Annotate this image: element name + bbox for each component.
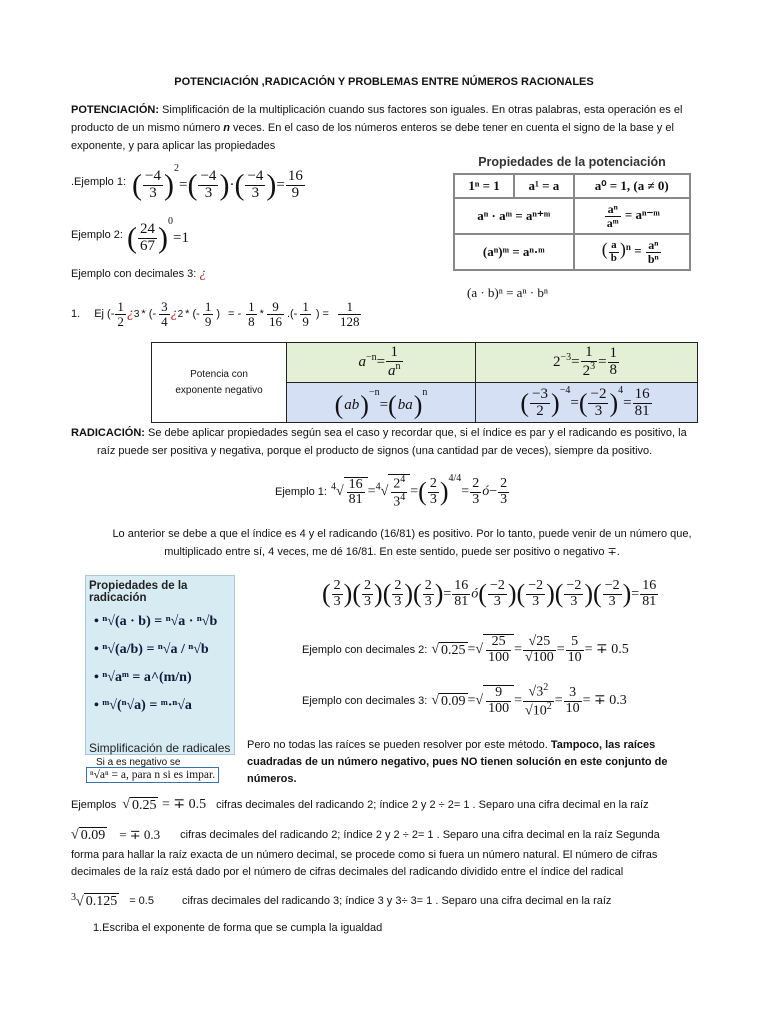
radical-explanation <box>0 525 768 561</box>
potenciacion-label: POTENCIACIÓN: <box>71 104 159 116</box>
exponent-fraction: 4/4 <box>448 473 462 485</box>
numerator: a <box>344 396 352 413</box>
numerator: 16 <box>642 577 657 593</box>
numerator: aⁿ <box>646 239 661 253</box>
result: = ∓ 0.3 <box>582 693 627 709</box>
denominator: 81 <box>454 593 469 609</box>
text: ) <box>216 308 220 320</box>
text: 100 <box>532 649 554 665</box>
table-cell: (ab)$^{-n}$=(ba)$^n$ <box>287 383 476 423</box>
radicacion-label: RADICACIÓN: <box>71 427 145 439</box>
negative-exponent-table <box>151 342 698 423</box>
radical-property: ᵐ√(ⁿ√a) = ᵐ·ⁿ√a <box>102 698 192 713</box>
numerator: 1 <box>609 345 618 362</box>
radical-example-1: Ejemplo 1: $^4$√ $\frac{16}{81}$ =$^4$√ $\frac{2^4}{3^4}$ =( $\frac{2}{3}$ )$^{4/4}$= $\frac{2}{3}$ ó− $\frac{2}{3}$ <box>275 473 508 510</box>
table-cell: a⁰ = 1, (a ≠ 0) <box>574 174 690 198</box>
table-cell: $2^{-3}=$ $\frac{1}{2^3}$ = $\frac{1}{8}$ <box>476 343 698 383</box>
denominator: 128 <box>339 313 360 329</box>
numerator: 1 <box>338 300 362 315</box>
exponent: 2 <box>174 162 179 174</box>
numerator: 2 <box>472 476 480 492</box>
example-2: Ejemplo 2: ( $\frac{24}{67}$ )$^0$=1 <box>71 215 189 255</box>
text: ó <box>482 484 490 500</box>
numerator: 9 <box>486 686 511 702</box>
denominator: 3 <box>394 593 402 609</box>
denominator: 3 <box>251 184 260 201</box>
examples-line-1: Ejemplos √ 0.25 = ∓ 0.5 cifras decimales del radicando 2; índice 2 y 2 ÷ 2= 1 . Separo una cifra decimal en la raíz <box>71 797 649 813</box>
text: 10 <box>532 703 547 719</box>
denominator: 3 <box>500 491 508 507</box>
table-cell: a¹ = a <box>514 174 573 198</box>
decimal-example-2: Ejemplo con decimales 2: √ 0.25 =√ $\frac{25}{100}$ = $\frac{√25}{√100}$ = $\frac{5}{10}$ = ∓ 0.5 <box>302 633 629 665</box>
text: 3 <box>393 494 401 510</box>
radical-index: 4 <box>375 481 381 493</box>
numerator: 1 <box>117 298 124 314</box>
denominator: 16 <box>268 313 282 329</box>
figure-title: Propiedades de la potenciación <box>478 155 666 169</box>
fourth-power-product: ( $\frac{2}{3}$ )( $\frac{2}{3}$ )( $\frac{2}{3}$ )( $\frac{2}{3}$ )= $\frac{16}{81}$ ó( $\frac{-2}{3}$ )( $\frac{-2}{3}$ )( $\frac{-2}{3}$ )( $\frac{-2}{3}$ )= $\frac{16}{81}$ <box>322 577 657 609</box>
numerator: −2 <box>590 386 607 403</box>
text: 4 <box>456 473 462 485</box>
exponent: n <box>395 361 401 372</box>
numerator: 2 <box>424 577 432 593</box>
result: 1 <box>181 229 189 246</box>
exercise-statement: 1.Escriba el exponente de forma que se cumpla la igualdad <box>93 922 383 934</box>
denominator: 3 <box>608 593 616 609</box>
numerator: b <box>397 396 406 413</box>
denominator: 81 <box>642 593 657 609</box>
example-label: Ejemplo con decimales 2: <box>302 644 428 656</box>
table-cell <box>574 198 690 234</box>
numerator: aⁿ <box>605 203 621 217</box>
table-cell: ( $\frac{a}{b}$ )$^n$ = $\frac{\text{aⁿ}}{\text{bⁿ}}$ <box>574 234 690 270</box>
numerator: 2 <box>429 476 437 492</box>
exponent: 3 <box>590 361 596 372</box>
text: * <box>259 308 264 320</box>
text: Ej (- <box>94 308 115 320</box>
numerator: 1 <box>386 345 403 362</box>
numerator: −2 <box>566 577 582 593</box>
numerator: 3 <box>161 298 168 314</box>
text: forma para hallar la raíz exacta de un número decimal, se procede como si fuera un número natural. El número de cifras <box>71 849 658 861</box>
numerator: −3 <box>532 386 549 403</box>
numerator: 16 <box>348 476 363 492</box>
exponent: 4 <box>400 473 406 485</box>
result: = ∓ 0.5 <box>584 642 629 658</box>
table-cell: ( $\frac{-3}{2}$ )$^{-4}$=( $\frac{-2}{3}$ )$^4$= $\frac{16}{81}$ <box>476 383 698 423</box>
negative-radicand-note <box>247 737 697 788</box>
numerator: 16 <box>454 577 469 593</box>
text: .(- <box>286 308 298 320</box>
numerator: 24 <box>139 220 155 237</box>
numerator: −4 <box>200 167 217 184</box>
exponent: −4 <box>559 385 571 397</box>
text: cifras decimales del radicando 2; índice 2 y 2 ÷ 2= 1 . Separo una cifra decimal en la raíz <box>216 799 649 811</box>
exponent: −n <box>365 351 377 363</box>
text: cifras decimales del radicando 2; índice 2 y 2 ÷ 2= 1 . Separo una cifra decimal en la raíz Segunda <box>180 829 660 841</box>
text: 25 <box>536 633 551 649</box>
text: ó <box>471 586 479 602</box>
denominator: 3 <box>364 593 372 609</box>
numerator: 2 <box>394 577 402 593</box>
text: = - <box>228 308 242 320</box>
denominator: 3 <box>532 593 540 609</box>
text: raíz puede ser positiva y negativa, porque el producto de signos (una cantidad par de veces), siempre da positivo. <box>97 445 653 457</box>
radicand: 0.25 <box>131 797 157 813</box>
decimal-example-3: Ejemplo con decimales 3: √ 0.09 =√ $\frac{9}{100}$ = $\frac{√3^2}{√10^2}$ = $\frac{3}{10}$ = ∓ 0.3 <box>302 682 627 719</box>
exponent: n <box>422 386 428 398</box>
item-number: 1. <box>71 308 81 320</box>
example-label: Ejemplo 1: <box>275 486 327 498</box>
text: Lo anterior se debe a que el índice es 4 y el radicando (16/81) es positivo. Por lo tanto, puede venir de un número que, <box>112 528 692 540</box>
numerator: 16 <box>287 167 303 184</box>
radical-property: ⁿ√(a/b) = ⁿ√a / ⁿ√b <box>102 642 209 657</box>
text: veces. En el caso de los números enteros se debe tener en cuenta el signo de la base y el <box>229 122 674 134</box>
denominator: bⁿ <box>647 251 659 266</box>
table-cell: 1ⁿ = 1 <box>454 174 514 198</box>
unknown-glyph: ¿ <box>199 266 207 281</box>
radical-properties-figure: Propiedades de la radicación • ⁿ√(a · b) = ⁿ√a · ⁿ√b • ⁿ√(a/b) = ⁿ√a / ⁿ√b • ⁿ√aᵐ = a^(m/n) • ᵐ√(ⁿ√a) = ᵐ·ⁿ√a <box>85 575 235 755</box>
denominator: 9 <box>291 184 300 201</box>
text: exponente negativo <box>175 384 263 396</box>
numerator: 2 <box>333 577 341 593</box>
denominator: 3 <box>429 491 437 507</box>
numerator: 3 <box>564 686 582 702</box>
numerator: 25 <box>486 635 511 651</box>
example-1: .Ejemplo 1: ( $\frac{-4}{3}$ )$^2$=( $\frac{-4}{3}$ )·( $\frac{-4}{3}$ )= $\frac{16}{9}$ <box>71 162 303 202</box>
denominator: 3 <box>493 593 501 609</box>
denominator: 3 <box>333 593 341 609</box>
radicand: 0.125 <box>85 894 118 910</box>
numerator: 9 <box>267 300 284 315</box>
exponent: 2 <box>177 308 184 320</box>
result: = ∓ 0.3 <box>119 827 161 842</box>
potenciacion-paragraph <box>71 101 711 155</box>
denominator: 81 <box>634 403 650 420</box>
example-label: Ejemplo con decimales 3: <box>302 695 428 707</box>
denominator: 2 <box>117 313 124 329</box>
table-cell: aⁿ · aᵐ = aⁿ⁺ᵐ <box>454 198 574 234</box>
denominator: 2 <box>582 363 591 379</box>
denominator: 9 <box>204 313 212 329</box>
product-power-rule: (a · b)ⁿ = aⁿ · bⁿ <box>467 285 548 300</box>
denominator: 3 <box>570 593 578 609</box>
exponent: 4 <box>618 385 624 397</box>
text: Pero no todas las raíces se pueden resolver por este método. <box>247 739 551 751</box>
exponent: −3 <box>560 351 572 363</box>
numerator: −4 <box>145 167 161 184</box>
denominator: 3 <box>204 184 213 201</box>
text: Se debe aplicar propiedades según sea el caso y recordar que, si el índice es par y el radicando es positivo, la <box>144 427 687 439</box>
text: producto de un mismo número <box>71 122 224 134</box>
text: Simplificación de la multiplicación cuando sus factores son iguales. En otras palabras, esta operación es el <box>159 104 683 116</box>
example-label: Ejemplo con decimales 3: <box>71 268 197 280</box>
text: cifras decimales del radicando 3; índice 3 y 3÷ 3= 1 . Separo una cifra decimal en la raíz <box>181 895 612 907</box>
table-label-cell <box>152 343 287 423</box>
text: * (- <box>141 308 157 320</box>
figure-footer: Simplificación de radicales <box>89 741 231 755</box>
radical-property: ⁿ√aᵐ = a^(m/n) <box>102 670 192 685</box>
denominator: 4 <box>161 313 168 329</box>
exponent: 3 <box>133 308 140 320</box>
base: 2 <box>552 353 561 370</box>
text: 3 <box>536 684 544 700</box>
denominator: aᵐ <box>606 215 619 230</box>
result: = 0.5 <box>129 895 154 907</box>
numerator: 1 <box>248 298 255 314</box>
denominator: 100 <box>488 701 510 716</box>
unknown-glyph: ¿ <box>126 306 134 321</box>
text: Potencia con <box>190 368 248 380</box>
numerator: 1 <box>302 298 309 314</box>
example-line-1 <box>71 296 362 332</box>
example-label: Ejemplo 2: <box>71 229 123 241</box>
examples-line-3: $^3$√ 0.125 = 0.5 cifras decimales del radicando 3; índice 3 y 3÷ 3= 1 . Separo una cifra decimal en la raíz <box>71 891 612 910</box>
numerator: 5 <box>566 635 584 651</box>
denominator: 3 <box>594 403 603 420</box>
result: = ∓ 0.5 <box>161 797 207 813</box>
radical-index: 3 <box>71 891 76 903</box>
figure-title: Propiedades de la radicación <box>89 580 188 604</box>
numerator: −2 <box>489 577 505 593</box>
table-cell: (aⁿ)ᵐ = aⁿ·ᵐ <box>454 234 574 270</box>
numerator: 2 <box>364 577 372 593</box>
denominator: 2 <box>536 403 544 420</box>
denominator: 3 <box>424 593 432 609</box>
denominator: a <box>388 363 396 379</box>
denominator: b <box>351 396 360 413</box>
examples-line-2: √ 0.09 = ∓ 0.3 cifras decimales del radicando 2; índice 2 y 2 ÷ 2= 1 . Separo una cifra decimal en la raíz Segunda <box>71 827 660 843</box>
denominator: 10 <box>565 700 580 716</box>
text: * (- <box>185 308 200 320</box>
denominator: a <box>405 396 413 413</box>
exponent: 0 <box>167 215 173 227</box>
text: − <box>489 484 498 500</box>
radicand: 0.09 <box>80 827 106 843</box>
denominator: 100 <box>488 650 510 665</box>
power-properties-figure <box>453 155 691 271</box>
denominator: 8 <box>248 313 255 329</box>
denominator: 67 <box>139 237 155 254</box>
numerator: 2 <box>500 476 508 492</box>
numerator: −2 <box>604 577 620 593</box>
numerator: 1 <box>204 298 212 314</box>
numerator: −2 <box>528 577 544 593</box>
examples-paragraph <box>71 847 721 881</box>
denominator: 9 <box>302 313 309 329</box>
example-label: .Ejemplo 1: <box>71 176 127 188</box>
denominator: 3 <box>149 184 157 201</box>
radical-property: ⁿ√(a · b) = ⁿ√a · ⁿ√b <box>102 614 218 629</box>
text: = aⁿ⁻ᵐ <box>624 206 660 222</box>
odd-index-note: Si a es negativo se <box>96 757 181 768</box>
text: multiplicado entre sí, 4 veces, me dé 16/81. En este sentido, puede ser positivo o negativo ∓. <box>164 546 620 558</box>
radical-index: 4 <box>330 481 336 493</box>
text: n <box>223 122 230 134</box>
denominator: 8 <box>609 362 618 378</box>
numerator: −4 <box>247 167 264 184</box>
text: Ejemplos <box>71 799 117 811</box>
denominator: 10 <box>567 649 582 665</box>
text: exponente, y para aplicar las propiedades <box>71 140 276 152</box>
denominator: 3 <box>472 491 480 507</box>
text: decimales de la raíz está dado por el número de cifras decimales del radicando dividido entre el índice del radical <box>71 866 624 878</box>
radicand: 0.25 <box>441 642 466 658</box>
page-title: POTENCIACIÓN ,RADICACIÓN Y PROBLEMAS ENTRE NÚMEROS RACIONALES <box>174 76 594 88</box>
base: a <box>358 353 366 370</box>
text: 2 <box>393 476 401 492</box>
power-properties-table <box>453 173 691 271</box>
table-cell: $a^{-n}=$ $\frac{1}{a^n}$ <box>287 343 476 383</box>
odd-index-rule: ⁿ√aⁿ = a, para n si es impar. <box>86 767 219 783</box>
text: Tampoco, las raíces cuadradas de un número negativo, pues NO tienen solución en este conjunto de números. <box>247 739 668 785</box>
unknown-glyph: ¿ <box>170 306 178 321</box>
exponent: 4 <box>400 492 406 504</box>
radicand: 0.09 <box>441 693 466 709</box>
text: 4 <box>448 473 454 485</box>
denominator: 81 <box>348 492 363 508</box>
text: ) = <box>315 308 329 320</box>
radicacion-paragraph <box>71 424 711 460</box>
numerator: 16 <box>634 386 650 403</box>
numerator: 1 <box>581 345 598 362</box>
example-decimals-3 <box>71 266 206 282</box>
exponent: −n <box>368 386 380 398</box>
